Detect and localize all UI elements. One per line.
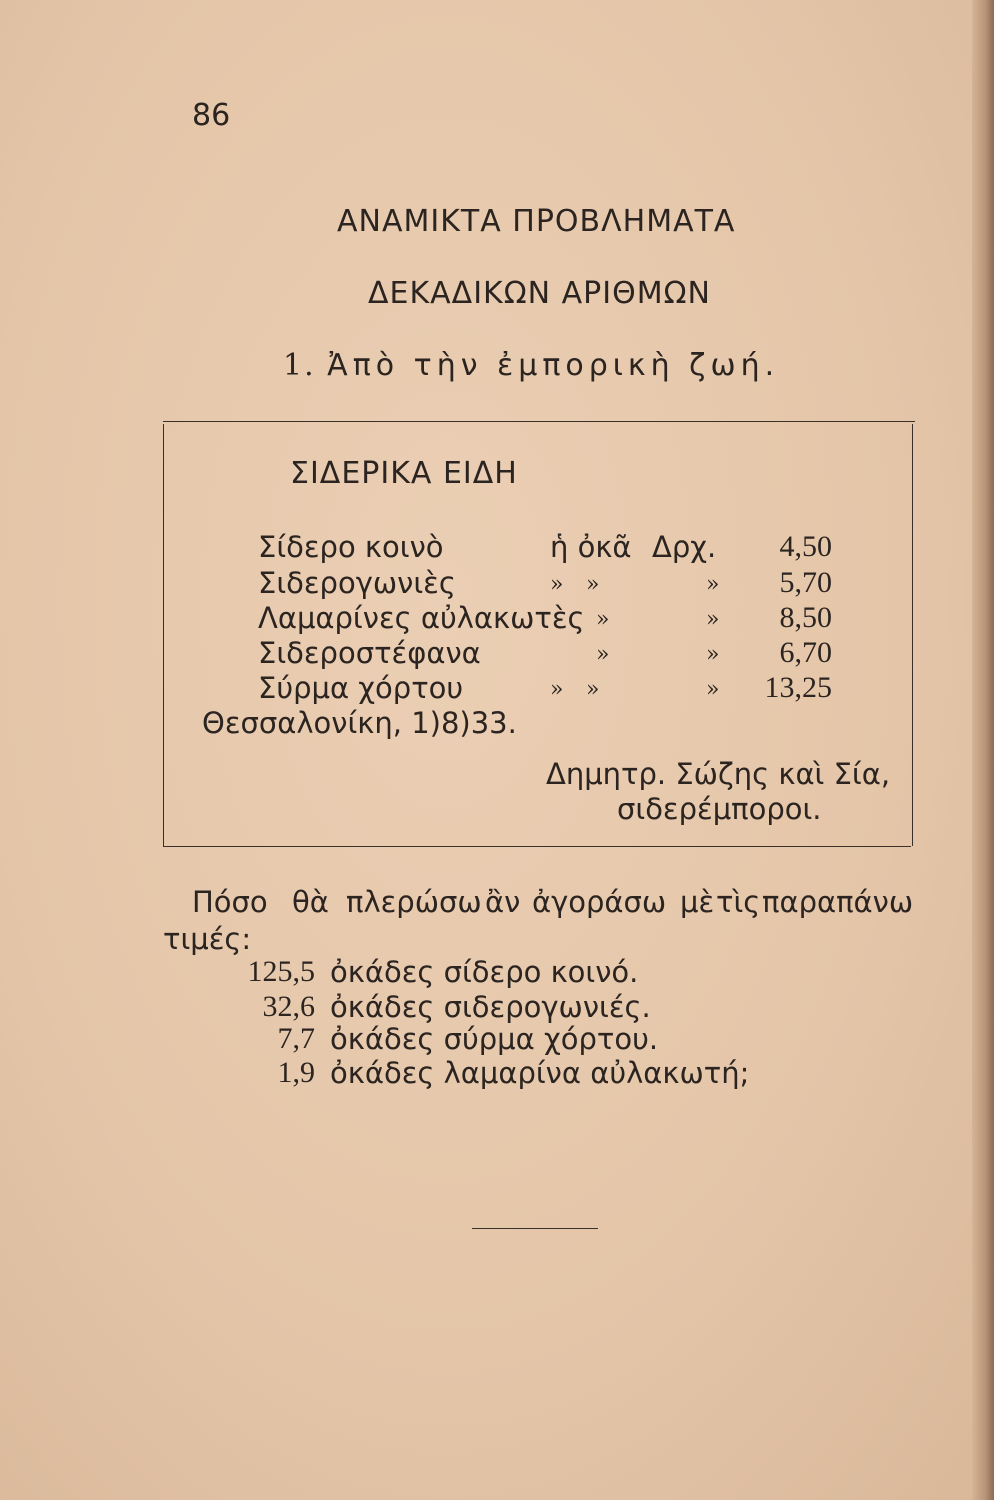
price-item-name: Σίδερο κοινὸ [258,530,444,564]
quantity-text: ὀκάδες σύρμα χόρτου. [330,1022,659,1056]
end-rule [472,1228,598,1229]
ditto-mark: » [586,572,600,597]
question-word: τὶς [716,885,761,919]
question-word: ἀγοράσω [532,885,667,919]
box-top-rule [163,421,915,422]
unit-label: ἡ ὀκᾶ [550,530,632,564]
question-line-2: τιμές: [163,922,252,956]
ditto-mark: » [706,607,720,632]
quantity-text: ὀκάδες λαμαρίνα αὐλακωτή; [330,1056,750,1090]
question-word: πλερώσω [346,885,482,919]
quantity-value: 32,6 [262,990,315,1023]
heading-line-1: ΑΝΑΜΙΚΤΑ ΠΡΟΒΛΗΜΑΤΑ [337,204,736,239]
advertisement-title: ΣΙΔΕΡΙΚΑ ΕΙΔΗ [290,456,518,491]
signature-line-2: σιδερέμποροι. [617,792,822,826]
section-title: Ἀπὸ τὴν ἐμπορικὴ ζωή. [327,348,780,383]
price-item-name: Σύρμα χόρτου [258,671,464,705]
quantity-text: ὀκάδες σιδερογωνιές. [330,990,651,1024]
section-number: 1. [283,348,316,383]
ditto-mark: » [550,677,564,702]
quantity-value: 7,7 [277,1022,315,1055]
quantity-value: 125,5 [247,955,315,988]
ditto-mark: » [706,642,720,667]
ditto-mark: » [706,677,720,702]
quantity-text: ὀκάδες σίδερο κοινό. [330,955,639,989]
page-number: 86 [192,98,231,133]
price-value: 4,50 [779,530,832,563]
question-word: Πόσο [192,885,268,919]
page-edge [972,0,994,1500]
box-right-rule [912,424,913,846]
price-value: 6,70 [779,636,832,669]
question-word: θὰ [292,885,329,919]
price-value: 8,50 [779,601,832,634]
ditto-mark: » [586,677,600,702]
quantity-value: 1,9 [277,1056,315,1089]
price-item-name: Σιδεροστέφανα [258,636,481,670]
ditto-mark: » [596,642,610,667]
price-value: 13,25 [764,671,832,704]
place-date: Θεσσαλονίκη, 1)8)33. [202,706,517,740]
box-bottom-rule [163,846,911,847]
ditto-mark: » [550,572,564,597]
box-left-rule [163,424,164,846]
question-word: ἂν [485,885,521,919]
price-item-name: Σιδερογωνιὲς [258,566,456,600]
question-word: μὲ [680,885,715,919]
price-value: 5,70 [779,566,832,599]
ditto-mark: » [596,607,610,632]
price-item-name: Λαμαρίνες αὐλακωτὲς [258,601,585,635]
signature-line-1: Δημητρ. Σώζης καὶ Σία, [546,757,891,791]
currency-label: Δρχ. [652,530,717,564]
question-word: παραπάνω [762,885,914,919]
heading-line-2: ΔΕΚΑΔΙΚΩΝ ΑΡΙΘΜΩΝ [368,276,711,311]
section-heading [283,348,779,383]
ditto-mark: » [706,572,720,597]
